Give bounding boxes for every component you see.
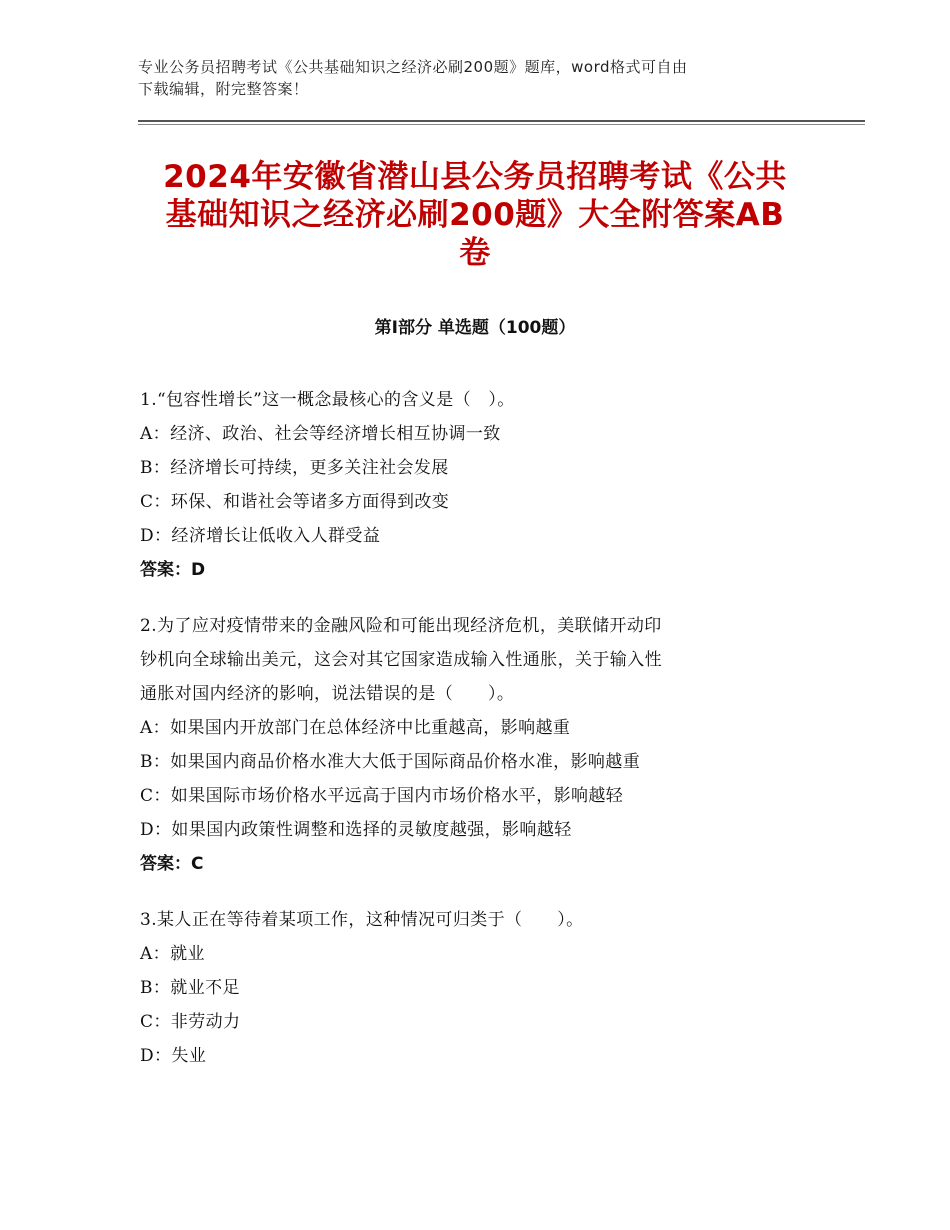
question-stem (140, 903, 820, 937)
option-a: A：经济、政治、社会等经济增长相互协调一致 (140, 424, 501, 444)
option-c: C：非劳动力 (140, 1012, 241, 1032)
header-divider (138, 120, 865, 125)
header-note-line: 下载编辑，附完整答案！ (138, 80, 309, 98)
stem-line: 通胀对国内经济的影响，说法错误的是（ ）。 (140, 684, 515, 704)
option-d: D：失业 (140, 1046, 207, 1066)
section-heading: 第Ⅰ部分 单选题（100题） (374, 318, 576, 338)
title-line: 卷 (459, 235, 491, 271)
option-b: B：经济增长可持续，更多关注社会发展 (140, 458, 449, 478)
option-b: B：如果国内商品价格水准大大低于国际商品价格水准，影响越重 (140, 752, 641, 772)
header-note (138, 56, 818, 100)
option-d: D：经济增长让低收入人群受益 (140, 526, 381, 546)
title-line: 基础知识之经济必刷200题》大全附答案AB (165, 197, 785, 233)
option-c: C：如果国际市场价格水平远高于国内市场价格水平，影响越轻 (140, 786, 624, 806)
question-item (140, 903, 820, 1073)
stem-line: 3.某人正在等待着某项工作，这种情况可归类于（ ）。 (140, 910, 584, 930)
question-item (140, 383, 820, 587)
option-a: A：就业 (140, 944, 205, 964)
option-d: D：如果国内政策性调整和选择的灵敏度越强，影响越轻 (140, 820, 572, 840)
question-stem (140, 383, 820, 417)
title-line: 2024年安徽省潜山县公务员招聘考试《公共 (163, 159, 787, 195)
header-note-line: 专业公务员招聘考试《公共基础知识之经济必刷200题》题库，word格式可自由 (138, 58, 688, 76)
document-title (110, 158, 840, 272)
option-a: A：如果国内开放部门在总体经济中比重越高，影响越重 (140, 718, 571, 738)
question-stem (140, 609, 820, 711)
stem-line: 钞机向全球输出美元，这会对其它国家造成输入性通胀，关于输入性 (140, 650, 662, 670)
stem-line: 2.为了应对疫情带来的金融风险和可能出现经济危机，美联储开动印 (140, 616, 662, 636)
question-list (140, 383, 820, 1095)
answer-label: 答案：D (140, 560, 206, 580)
question-item (140, 609, 820, 881)
option-c: C：环保、和谐社会等诸多方面得到改变 (140, 492, 450, 512)
answer-label: 答案：C (140, 854, 204, 874)
stem-line: 1.“包容性增长”这一概念最核心的含义是（ ）。 (140, 390, 515, 410)
option-b: B：就业不足 (140, 978, 240, 998)
